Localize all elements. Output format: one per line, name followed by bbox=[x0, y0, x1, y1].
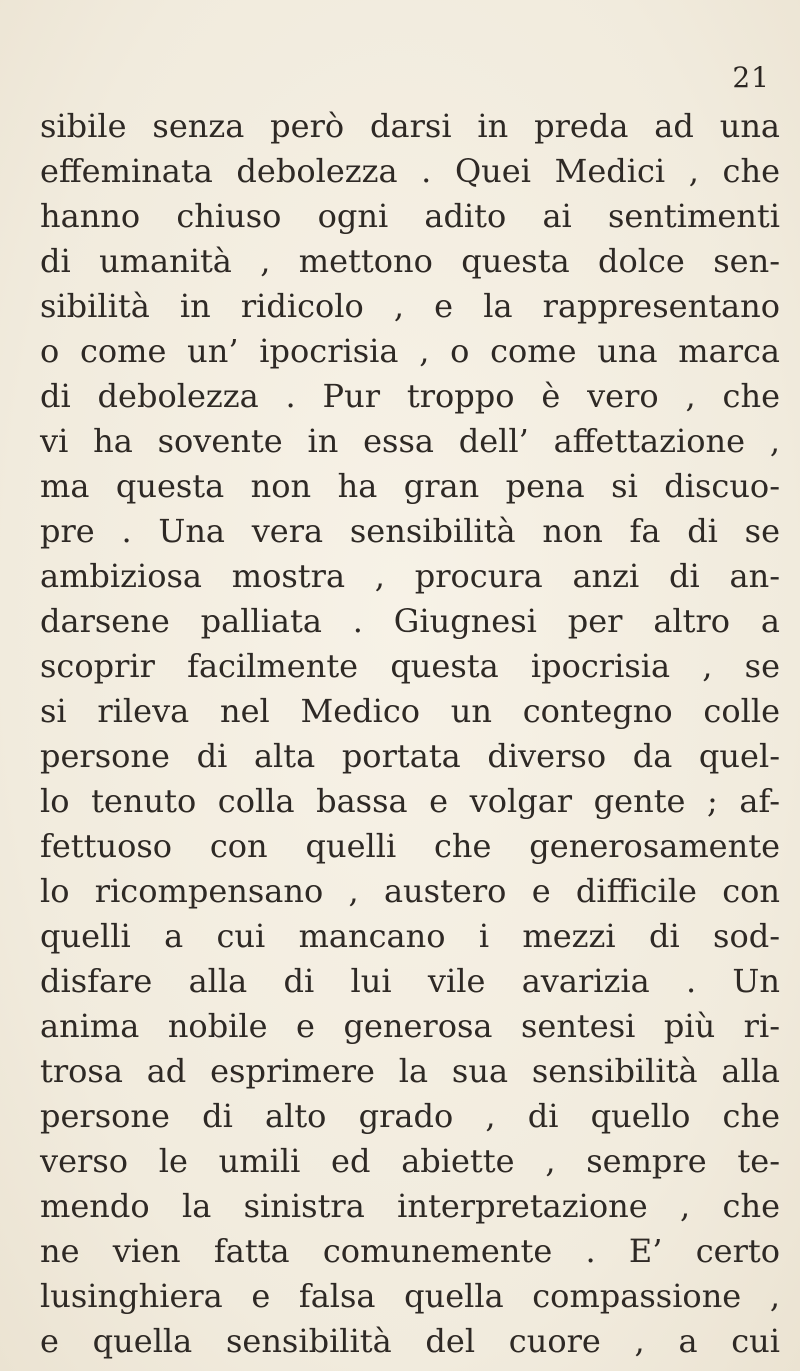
text-line: sibilità in ridicolo , e la rappresentano bbox=[40, 287, 780, 325]
text-line: fettuoso con quelli che generosamente bbox=[40, 827, 780, 865]
page-number: 21 bbox=[732, 61, 770, 94]
text-line: persone di alto grado , di quello che bbox=[40, 1097, 780, 1135]
text-line: effeminata debolezza . Quei Medici , che bbox=[40, 152, 780, 190]
text-line: o come un’ ipocrisia , o come una marca bbox=[40, 332, 780, 370]
text-line: anima nobile e generosa sentesi più ri- bbox=[40, 1007, 780, 1045]
text-line: scoprir facilmente questa ipocrisia , se bbox=[40, 647, 780, 685]
text-line: ma questa non ha gran pena si discuo- bbox=[40, 467, 780, 505]
text-line: hanno chiuso ogni adito ai sentimenti bbox=[40, 197, 780, 235]
text-line: verso le umili ed abiette , sempre te- bbox=[40, 1142, 780, 1180]
text-line: di debolezza . Pur troppo è vero , che bbox=[40, 377, 780, 415]
text-line: pre . Una vera sensibilità non fa di se bbox=[40, 512, 780, 550]
text-line: e quella sensibilità del cuore , a cui bbox=[40, 1322, 780, 1360]
text-line: vi ha sovente in essa dell’ affettazione , bbox=[40, 422, 780, 460]
body-text bbox=[40, 104, 780, 1364]
text-line: si rileva nel Medico un contegno colle bbox=[40, 692, 780, 730]
text-line: lusinghiera e falsa quella compassione , bbox=[40, 1277, 780, 1315]
text-line: disfare alla di lui vile avarizia . Un bbox=[40, 962, 780, 1000]
text-line: persone di alta portata diverso da quel- bbox=[40, 737, 780, 775]
text-line: mendo la sinistra interpretazione , che bbox=[40, 1187, 780, 1225]
text-line: ambiziosa mostra , procura anzi di an- bbox=[40, 557, 780, 595]
text-line: ne vien fatta comunemente . E’ certo bbox=[40, 1232, 780, 1270]
text-line: quelli a cui mancano i mezzi di sod- bbox=[40, 917, 780, 955]
text-line: sibile senza però darsi in preda ad una bbox=[40, 107, 780, 145]
text-line: darsene palliata . Giugnesi per altro a bbox=[40, 602, 780, 640]
text-line: lo tenuto colla bassa e volgar gente ; af- bbox=[40, 782, 780, 820]
text-line: trosa ad esprimere la sua sensibilità alla bbox=[40, 1052, 780, 1090]
text-line: lo ricompensano , austero e difficile con bbox=[40, 872, 780, 910]
text-line: di umanità , mettono questa dolce sen- bbox=[40, 242, 780, 280]
